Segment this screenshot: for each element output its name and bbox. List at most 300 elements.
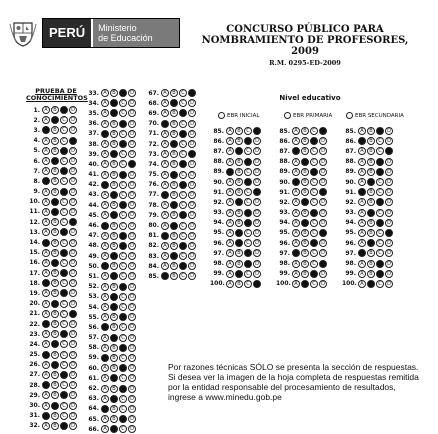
answer-bubble-c[interactable]: C	[60, 218, 68, 226]
answer-bubble-b[interactable]: B	[110, 99, 118, 107]
answer-bubble-d[interactable]: D	[319, 229, 327, 237]
answer-bubble-d[interactable]: D	[319, 168, 327, 176]
answer-bubble-d[interactable]: D	[385, 260, 393, 268]
answer-bubble-c[interactable]: C	[60, 198, 68, 206]
answer-bubble-c[interactable]: C	[179, 201, 187, 209]
answer-bubble-b[interactable]: B	[110, 425, 118, 433]
answer-bubble-c[interactable]: C	[310, 249, 318, 257]
answer-bubble-d[interactable]: D	[69, 208, 77, 216]
answer-bubble-a[interactable]: A	[101, 252, 109, 260]
answer-bubble-b[interactable]: B	[51, 106, 59, 114]
answer-bubble-a[interactable]: A	[358, 178, 366, 186]
answer-bubble-a[interactable]: A	[292, 239, 300, 247]
answer-bubble-a[interactable]: A	[101, 344, 109, 352]
answer-bubble-c[interactable]: C	[60, 412, 68, 420]
answer-bubble-a[interactable]: A	[101, 354, 109, 362]
answer-bubble-a[interactable]: A	[292, 127, 300, 135]
answer-bubble-a[interactable]: A	[42, 188, 50, 196]
answer-bubble-a[interactable]: A	[42, 412, 50, 420]
answer-bubble-b[interactable]: B	[367, 188, 375, 196]
answer-bubble-a[interactable]: A	[226, 137, 234, 145]
answer-bubble-a[interactable]: A	[226, 219, 234, 227]
answer-bubble-c[interactable]: C	[179, 191, 187, 199]
answer-bubble-a[interactable]: A	[161, 191, 169, 199]
answer-bubble-d[interactable]: D	[188, 89, 196, 97]
answer-bubble-c[interactable]: C	[310, 198, 318, 206]
answer-bubble-c[interactable]: C	[310, 147, 318, 155]
answer-bubble-d[interactable]: D	[69, 402, 77, 410]
answer-bubble-a[interactable]: A	[358, 260, 366, 268]
answer-bubble-a[interactable]: A	[358, 137, 366, 145]
answer-bubble-c[interactable]: C	[376, 178, 384, 186]
answer-bubble-c[interactable]: C	[60, 310, 68, 318]
answer-bubble-d[interactable]: D	[319, 178, 327, 186]
answer-bubble-a[interactable]: A	[226, 158, 234, 166]
answer-bubble-a[interactable]: A	[161, 109, 169, 117]
answer-bubble-d[interactable]: D	[385, 127, 393, 135]
answer-bubble-b[interactable]: B	[301, 270, 309, 278]
answer-bubble-b[interactable]: B	[301, 178, 309, 186]
answer-bubble-c[interactable]: C	[60, 208, 68, 216]
answer-bubble-a[interactable]: A	[161, 150, 169, 158]
answer-bubble-b[interactable]: B	[110, 181, 118, 189]
answer-bubble-d[interactable]: D	[385, 239, 393, 247]
answer-bubble-c[interactable]: C	[119, 272, 127, 280]
answer-bubble-b[interactable]: B	[170, 130, 178, 138]
answer-bubble-a[interactable]: A	[101, 89, 109, 97]
answer-bubble-b[interactable]: B	[110, 364, 118, 372]
answer-bubble-b[interactable]: B	[170, 89, 178, 97]
answer-bubble-d[interactable]: D	[188, 150, 196, 158]
answer-bubble-c[interactable]: C	[310, 137, 318, 145]
answer-bubble-b[interactable]: B	[235, 188, 243, 196]
answer-bubble-d[interactable]: D	[69, 351, 77, 359]
answer-bubble-c[interactable]: C	[119, 242, 127, 250]
answer-bubble-d[interactable]: D	[69, 381, 77, 389]
answer-bubble-a[interactable]: A	[161, 181, 169, 189]
answer-bubble-c[interactable]: C	[60, 116, 68, 124]
answer-bubble-c[interactable]: C	[244, 158, 252, 166]
answer-bubble-c[interactable]: C	[60, 381, 68, 389]
answer-bubble-b[interactable]: B	[110, 395, 118, 403]
answer-bubble-c[interactable]: C	[60, 157, 68, 165]
answer-bubble-c[interactable]: C	[179, 109, 187, 117]
answer-bubble-c[interactable]: C	[310, 158, 318, 166]
answer-bubble-c[interactable]: C	[244, 239, 252, 247]
answer-bubble-a[interactable]: A	[101, 374, 109, 382]
answer-bubble-b[interactable]: B	[367, 280, 375, 288]
answer-bubble-c[interactable]: C	[376, 249, 384, 257]
answer-bubble-a[interactable]: A	[292, 147, 300, 155]
answer-bubble-a[interactable]: A	[42, 218, 50, 226]
answer-bubble-c[interactable]: C	[179, 120, 187, 128]
answer-bubble-b[interactable]: B	[367, 239, 375, 247]
answer-bubble-c[interactable]: C	[60, 422, 68, 430]
answer-bubble-d[interactable]: D	[253, 198, 261, 206]
answer-bubble-c[interactable]: C	[310, 168, 318, 176]
answer-bubble-b[interactable]: B	[51, 116, 59, 124]
answer-bubble-d[interactable]: D	[69, 147, 77, 155]
answer-bubble-a[interactable]: A	[42, 126, 50, 134]
answer-bubble-a[interactable]: A	[42, 320, 50, 328]
answer-bubble-c[interactable]: C	[179, 160, 187, 168]
answer-bubble-c[interactable]: C	[119, 232, 127, 240]
answer-bubble-b[interactable]: B	[367, 168, 375, 176]
answer-bubble-b[interactable]: B	[301, 219, 309, 227]
answer-bubble-d[interactable]: D	[128, 344, 136, 352]
answer-bubble-b[interactable]: B	[301, 158, 309, 166]
answer-bubble-d[interactable]: D	[128, 191, 136, 199]
answer-bubble-c[interactable]: C	[179, 181, 187, 189]
answer-bubble-b[interactable]: B	[110, 242, 118, 250]
answer-bubble-b[interactable]: B	[110, 171, 118, 179]
answer-bubble-c[interactable]: C	[244, 270, 252, 278]
answer-bubble-c[interactable]: C	[60, 147, 68, 155]
answer-bubble-a[interactable]: A	[101, 171, 109, 179]
answer-bubble-a[interactable]: A	[101, 385, 109, 393]
answer-bubble-a[interactable]: A	[226, 127, 234, 135]
answer-bubble-d[interactable]: D	[69, 391, 77, 399]
answer-bubble-c[interactable]: C	[244, 249, 252, 257]
answer-bubble-a[interactable]: A	[42, 300, 50, 308]
answer-bubble-c[interactable]: C	[376, 280, 384, 288]
answer-bubble-b[interactable]: B	[301, 280, 309, 288]
answer-bubble-b[interactable]: B	[170, 120, 178, 128]
answer-bubble-a[interactable]: A	[161, 272, 169, 280]
answer-bubble-d[interactable]: D	[385, 168, 393, 176]
answer-bubble-d[interactable]: D	[253, 219, 261, 227]
answer-bubble-b[interactable]: B	[170, 150, 178, 158]
answer-bubble-c[interactable]: C	[179, 242, 187, 250]
answer-bubble-b[interactable]: B	[110, 252, 118, 260]
answer-bubble-a[interactable]: A	[292, 229, 300, 237]
answer-bubble-b[interactable]: B	[51, 340, 59, 348]
answer-bubble-a[interactable]: A	[42, 239, 50, 247]
answer-bubble-b[interactable]: B	[170, 191, 178, 199]
answer-bubble-a[interactable]: A	[42, 167, 50, 175]
answer-bubble-a[interactable]: A	[101, 211, 109, 219]
answer-bubble-c[interactable]: C	[179, 252, 187, 260]
answer-bubble-c[interactable]: C	[119, 415, 127, 423]
answer-bubble-d[interactable]: D	[69, 330, 77, 338]
answer-bubble-b[interactable]: B	[110, 344, 118, 352]
answer-bubble-c[interactable]: C	[119, 354, 127, 362]
answer-bubble-b[interactable]: B	[51, 269, 59, 277]
answer-bubble-d[interactable]: D	[188, 242, 196, 250]
answer-bubble-d[interactable]: D	[319, 219, 327, 227]
answer-bubble-b[interactable]: B	[51, 289, 59, 297]
answer-bubble-b[interactable]: B	[110, 334, 118, 342]
answer-bubble-c[interactable]: C	[60, 391, 68, 399]
answer-bubble-d[interactable]: D	[128, 99, 136, 107]
answer-bubble-b[interactable]: B	[235, 198, 243, 206]
answer-bubble-a[interactable]: A	[226, 270, 234, 278]
answer-bubble-d[interactable]: D	[128, 323, 136, 331]
answer-bubble-c[interactable]: C	[376, 158, 384, 166]
answer-bubble-d[interactable]: D	[69, 167, 77, 175]
answer-bubble-a[interactable]: A	[101, 181, 109, 189]
answer-bubble-a[interactable]: A	[161, 252, 169, 260]
answer-bubble-b[interactable]: B	[51, 167, 59, 175]
answer-bubble-d[interactable]: D	[128, 130, 136, 138]
answer-bubble-a[interactable]: A	[101, 415, 109, 423]
answer-bubble-c[interactable]: C	[119, 405, 127, 413]
nivel-option-inicial[interactable]	[218, 112, 259, 119]
answer-bubble-a[interactable]: A	[226, 209, 234, 217]
answer-bubble-b[interactable]: B	[235, 127, 243, 135]
answer-bubble-c[interactable]: C	[376, 260, 384, 268]
answer-bubble-d[interactable]: D	[69, 412, 77, 420]
answer-bubble-d[interactable]: D	[128, 109, 136, 117]
answer-bubble-d[interactable]: D	[69, 188, 77, 196]
answer-bubble-b[interactable]: B	[170, 99, 178, 107]
answer-bubble-a[interactable]: A	[358, 147, 366, 155]
answer-bubble-d[interactable]: D	[319, 209, 327, 217]
answer-bubble-d[interactable]: D	[385, 229, 393, 237]
answer-bubble-d[interactable]: D	[385, 188, 393, 196]
answer-bubble-b[interactable]: B	[51, 422, 59, 430]
answer-bubble-d[interactable]: D	[319, 249, 327, 257]
answer-bubble-c[interactable]: C	[376, 188, 384, 196]
answer-bubble-d[interactable]: D	[128, 354, 136, 362]
answer-bubble-b[interactable]: B	[51, 126, 59, 134]
answer-bubble-a[interactable]: A	[101, 150, 109, 158]
answer-bubble-a[interactable]: A	[101, 140, 109, 148]
answer-bubble-a[interactable]: A	[358, 188, 366, 196]
answer-bubble-c[interactable]: C	[119, 89, 127, 97]
answer-bubble-d[interactable]: D	[319, 137, 327, 145]
answer-bubble-a[interactable]: A	[161, 140, 169, 148]
answer-bubble-d[interactable]: D	[385, 209, 393, 217]
answer-bubble-b[interactable]: B	[110, 130, 118, 138]
answer-bubble-d[interactable]: D	[253, 270, 261, 278]
answer-bubble-a[interactable]: A	[161, 171, 169, 179]
answer-bubble-d[interactable]: D	[128, 405, 136, 413]
answer-bubble-a[interactable]: A	[161, 160, 169, 168]
answer-bubble-b[interactable]: B	[235, 270, 243, 278]
answer-bubble-c[interactable]: C	[60, 137, 68, 145]
answer-bubble-d[interactable]: D	[188, 211, 196, 219]
answer-bubble-d[interactable]: D	[128, 242, 136, 250]
answer-bubble-d[interactable]: D	[128, 425, 136, 433]
answer-bubble-b[interactable]: B	[367, 229, 375, 237]
answer-bubble-b[interactable]: B	[110, 405, 118, 413]
answer-bubble-b[interactable]: B	[367, 127, 375, 135]
answer-bubble-c[interactable]: C	[119, 283, 127, 291]
answer-bubble-d[interactable]: D	[128, 334, 136, 342]
answer-bubble-d[interactable]: D	[69, 289, 77, 297]
answer-bubble-d[interactable]: D	[385, 249, 393, 257]
answer-bubble-c[interactable]: C	[119, 313, 127, 321]
answer-bubble-d[interactable]: D	[128, 303, 136, 311]
answer-bubble-b[interactable]: B	[301, 127, 309, 135]
answer-bubble-d[interactable]: D	[69, 198, 77, 206]
answer-bubble-c[interactable]: C	[60, 351, 68, 359]
answer-bubble-c[interactable]: C	[179, 140, 187, 148]
answer-bubble-b[interactable]: B	[235, 209, 243, 217]
answer-bubble-b[interactable]: B	[367, 147, 375, 155]
answer-bubble-b[interactable]: B	[51, 228, 59, 236]
answer-bubble-c[interactable]: C	[179, 99, 187, 107]
answer-bubble-d[interactable]: D	[253, 127, 261, 135]
answer-bubble-a[interactable]: A	[226, 280, 234, 288]
answer-bubble-a[interactable]: A	[42, 137, 50, 145]
answer-bubble-a[interactable]: A	[101, 160, 109, 168]
answer-bubble-c[interactable]: C	[119, 130, 127, 138]
answer-bubble-b[interactable]: B	[110, 109, 118, 117]
answer-bubble-d[interactable]: D	[188, 171, 196, 179]
answer-bubble-b[interactable]: B	[51, 188, 59, 196]
answer-bubble-b[interactable]: B	[301, 147, 309, 155]
answer-bubble-a[interactable]: A	[101, 334, 109, 342]
answer-bubble-b[interactable]: B	[235, 249, 243, 257]
nivel-option-secundaria[interactable]	[346, 112, 404, 119]
answer-bubble-d[interactable]: D	[128, 201, 136, 209]
answer-bubble-a[interactable]: A	[42, 422, 50, 430]
answer-bubble-c[interactable]: C	[60, 106, 68, 114]
answer-bubble-b[interactable]: B	[51, 371, 59, 379]
answer-bubble-b[interactable]: B	[110, 140, 118, 148]
answer-bubble-d[interactable]: D	[319, 280, 327, 288]
answer-bubble-b[interactable]: B	[235, 158, 243, 166]
answer-bubble-c[interactable]: C	[310, 229, 318, 237]
answer-bubble-d[interactable]: D	[128, 272, 136, 280]
answer-bubble-d[interactable]: D	[253, 137, 261, 145]
answer-bubble-b[interactable]: B	[51, 177, 59, 185]
answer-bubble-b[interactable]: B	[51, 300, 59, 308]
answer-bubble-a[interactable]: A	[292, 219, 300, 227]
answer-bubble-b[interactable]: B	[235, 147, 243, 155]
answer-bubble-d[interactable]: D	[385, 158, 393, 166]
answer-bubble-a[interactable]: A	[101, 232, 109, 240]
answer-bubble-c[interactable]: C	[179, 150, 187, 158]
answer-bubble-d[interactable]: D	[319, 188, 327, 196]
answer-bubble-b[interactable]: B	[170, 181, 178, 189]
answer-bubble-b[interactable]: B	[51, 351, 59, 359]
answer-bubble-a[interactable]: A	[358, 239, 366, 247]
answer-bubble-d[interactable]: D	[69, 361, 77, 369]
answer-bubble-b[interactable]: B	[170, 252, 178, 260]
answer-bubble-d[interactable]: D	[128, 160, 136, 168]
answer-bubble-a[interactable]: A	[42, 198, 50, 206]
answer-bubble-c[interactable]: C	[60, 289, 68, 297]
answer-bubble-d[interactable]: D	[128, 374, 136, 382]
answer-bubble-d[interactable]: D	[319, 158, 327, 166]
answer-bubble-a[interactable]: A	[226, 147, 234, 155]
answer-bubble-d[interactable]: D	[319, 260, 327, 268]
answer-bubble-a[interactable]: A	[226, 260, 234, 268]
answer-bubble-c[interactable]: C	[60, 188, 68, 196]
answer-bubble-d[interactable]: D	[69, 320, 77, 328]
answer-bubble-d[interactable]: D	[253, 209, 261, 217]
answer-bubble-c[interactable]: C	[310, 270, 318, 278]
answer-bubble-c[interactable]: C	[60, 269, 68, 277]
answer-bubble-c[interactable]: C	[60, 177, 68, 185]
answer-bubble-c[interactable]: C	[376, 137, 384, 145]
answer-bubble-b[interactable]: B	[51, 157, 59, 165]
answer-bubble-d[interactable]: D	[253, 178, 261, 186]
answer-bubble-b[interactable]: B	[367, 249, 375, 257]
answer-bubble-a[interactable]: A	[358, 219, 366, 227]
answer-bubble-b[interactable]: B	[110, 303, 118, 311]
answer-bubble-d[interactable]: D	[69, 106, 77, 114]
answer-bubble-a[interactable]: A	[42, 208, 50, 216]
answer-bubble-c[interactable]: C	[119, 334, 127, 342]
answer-bubble-b[interactable]: B	[170, 262, 178, 270]
answer-bubble-d[interactable]: D	[188, 109, 196, 117]
answer-bubble-b[interactable]: B	[301, 260, 309, 268]
answer-bubble-c[interactable]: C	[179, 232, 187, 240]
answer-bubble-d[interactable]: D	[188, 262, 196, 270]
answer-bubble-d[interactable]: D	[128, 385, 136, 393]
answer-bubble-a[interactable]: A	[226, 249, 234, 257]
answer-bubble-a[interactable]: A	[101, 99, 109, 107]
answer-bubble-b[interactable]: B	[51, 218, 59, 226]
answer-bubble-b[interactable]: B	[51, 330, 59, 338]
answer-bubble-b[interactable]: B	[51, 310, 59, 318]
answer-bubble-b[interactable]: B	[367, 198, 375, 206]
answer-bubble-a[interactable]: A	[292, 178, 300, 186]
answer-bubble-c[interactable]: C	[179, 262, 187, 270]
answer-bubble-b[interactable]: B	[301, 239, 309, 247]
answer-bubble-c[interactable]: C	[179, 171, 187, 179]
answer-bubble-a[interactable]: A	[226, 178, 234, 186]
answer-bubble-c[interactable]: C	[310, 280, 318, 288]
answer-bubble-c[interactable]: C	[244, 188, 252, 196]
answer-bubble-d[interactable]: D	[385, 270, 393, 278]
answer-bubble-d[interactable]: D	[128, 262, 136, 270]
answer-bubble-d[interactable]: D	[385, 198, 393, 206]
answer-bubble-b[interactable]: B	[367, 219, 375, 227]
answer-bubble-a[interactable]: A	[161, 211, 169, 219]
answer-bubble-a[interactable]: A	[101, 191, 109, 199]
answer-bubble-a[interactable]: A	[42, 249, 50, 257]
answer-bubble-d[interactable]: D	[319, 270, 327, 278]
answer-bubble-b[interactable]: B	[235, 219, 243, 227]
answer-bubble-a[interactable]: A	[42, 381, 50, 389]
answer-bubble-a[interactable]: A	[42, 106, 50, 114]
answer-bubble-b[interactable]: B	[51, 391, 59, 399]
answer-bubble-c[interactable]: C	[179, 272, 187, 280]
answer-bubble-c[interactable]: C	[119, 262, 127, 270]
answer-bubble-d[interactable]: D	[69, 300, 77, 308]
answer-bubble-d[interactable]: D	[128, 150, 136, 158]
answer-bubble-a[interactable]: A	[292, 188, 300, 196]
answer-bubble-c[interactable]: C	[60, 239, 68, 247]
answer-bubble-a[interactable]: A	[358, 198, 366, 206]
answer-bubble-c[interactable]: C	[310, 209, 318, 217]
answer-bubble-c[interactable]: C	[60, 126, 68, 134]
answer-bubble-d[interactable]: D	[319, 198, 327, 206]
answer-bubble-a[interactable]: A	[292, 249, 300, 257]
answer-bubble-d[interactable]: D	[128, 252, 136, 260]
answer-bubble-c[interactable]: C	[60, 228, 68, 236]
answer-bubble-a[interactable]: A	[292, 209, 300, 217]
answer-bubble-b[interactable]: B	[301, 198, 309, 206]
answer-bubble-c[interactable]: C	[119, 140, 127, 148]
answer-bubble-c[interactable]: C	[310, 188, 318, 196]
answer-bubble-c[interactable]: C	[310, 219, 318, 227]
answer-bubble-d[interactable]: D	[128, 415, 136, 423]
answer-bubble-d[interactable]: D	[188, 201, 196, 209]
answer-bubble-b[interactable]: B	[367, 158, 375, 166]
answer-bubble-b[interactable]: B	[51, 198, 59, 206]
answer-bubble-d[interactable]: D	[69, 249, 77, 257]
answer-bubble-d[interactable]: D	[69, 228, 77, 236]
answer-bubble-b[interactable]: B	[110, 415, 118, 423]
answer-bubble-b[interactable]: B	[110, 211, 118, 219]
answer-bubble-a[interactable]: A	[101, 262, 109, 270]
